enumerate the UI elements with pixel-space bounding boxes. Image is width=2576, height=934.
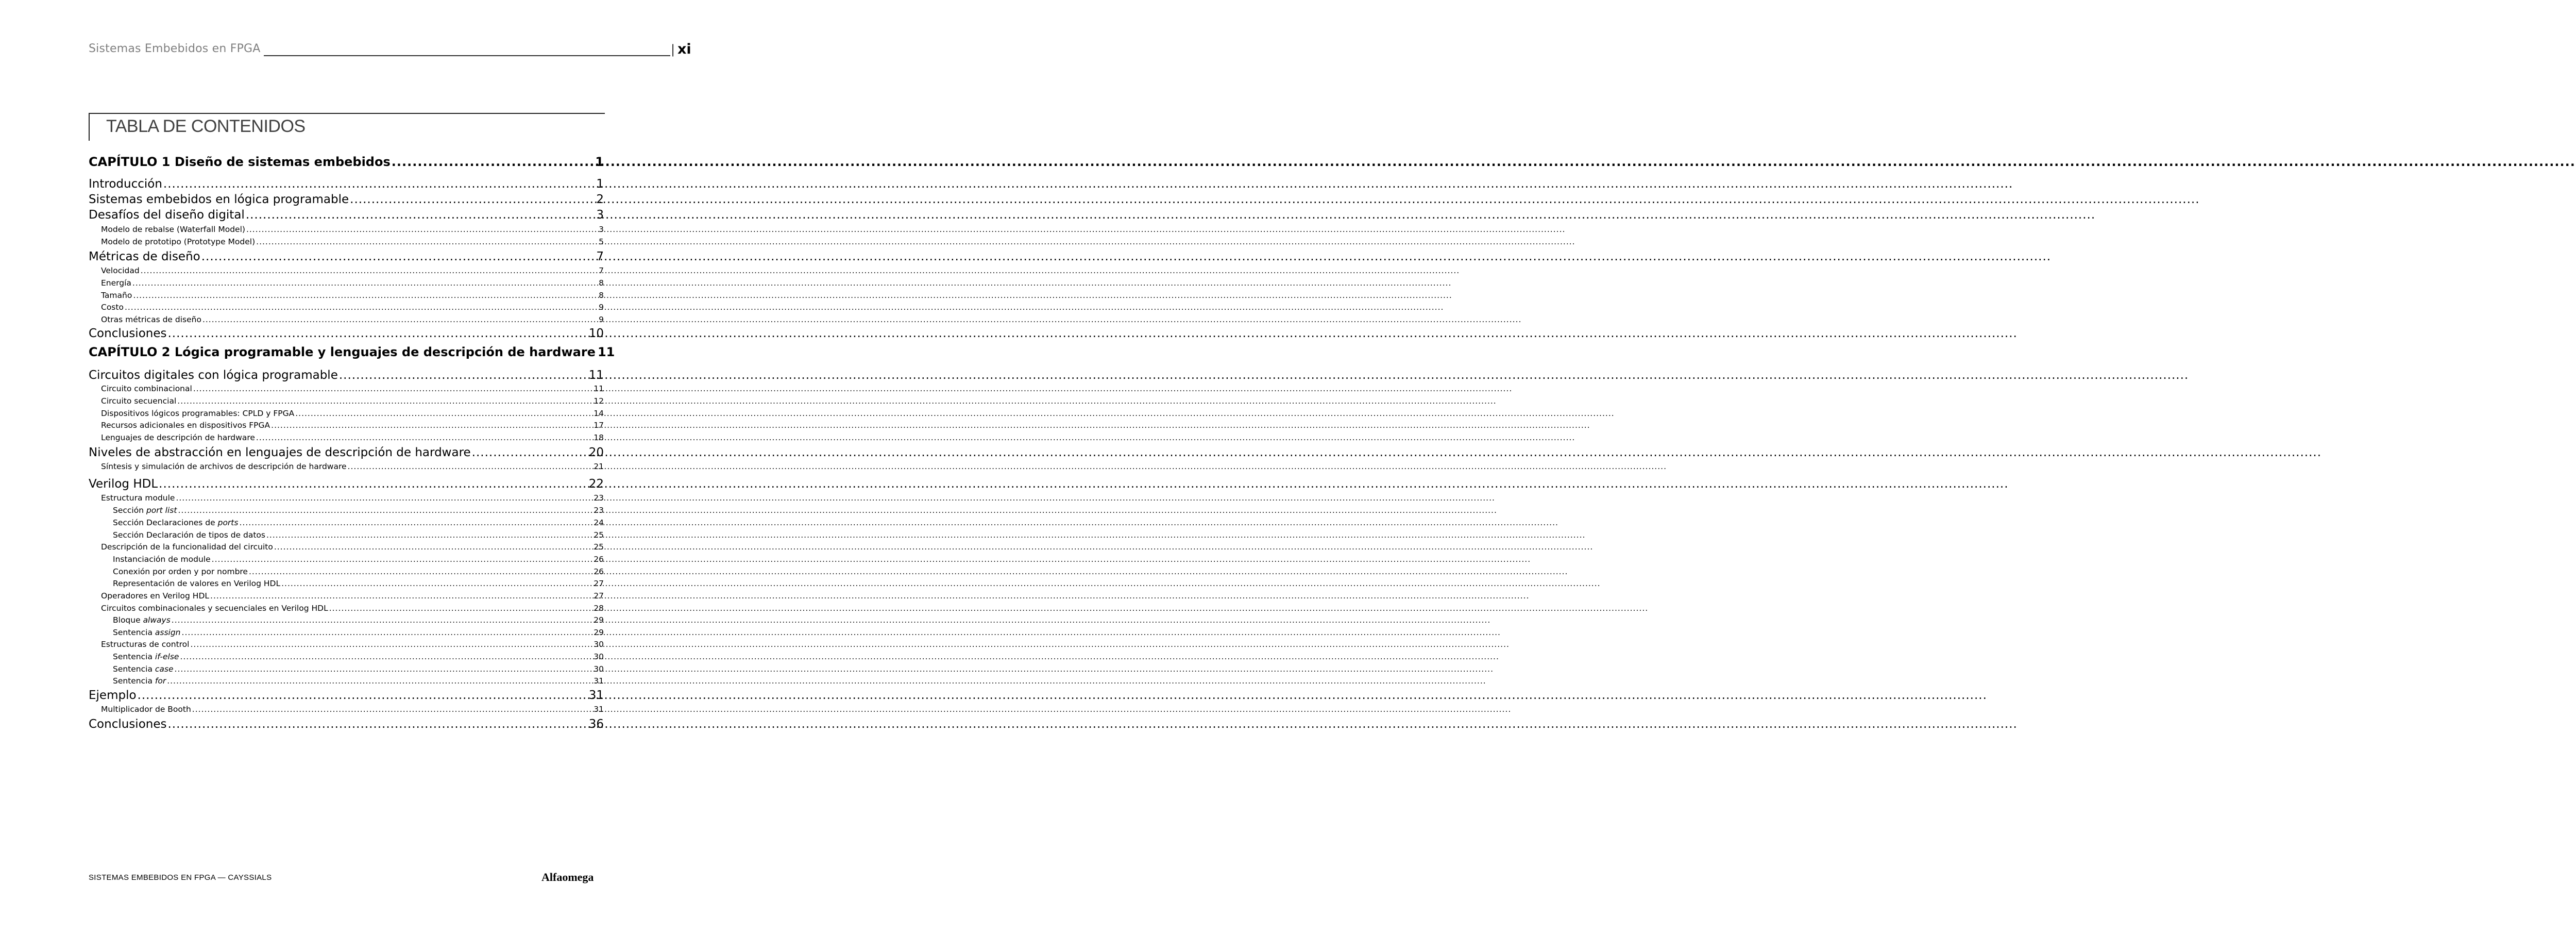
toc-entry-title: Circuitos digitales con lógica programable — [89, 369, 338, 382]
toc-entry-page: 29 — [594, 628, 604, 637]
toc-dot-leader — [193, 384, 592, 393]
toc-entry-page: 31 — [594, 676, 604, 686]
toc-entry[interactable] — [101, 640, 604, 651]
toc-entry-page: 3 — [596, 208, 604, 222]
toc-entry-title-plain: Sentencia — [113, 628, 155, 637]
toc-entry[interactable] — [89, 345, 615, 363]
toc-entry[interactable] — [101, 462, 604, 473]
toc-entry[interactable] — [113, 530, 604, 542]
toc-entry-page: 3 — [599, 225, 604, 234]
toc-entry[interactable] — [89, 689, 604, 705]
toc-entry-title: Circuitos combinacionales y secuenciales en Verilog HDL — [101, 604, 328, 613]
toc-dot-leader — [256, 433, 592, 442]
toc-entry-page: 24 — [594, 518, 604, 527]
toc-entry-page: 20 — [588, 446, 604, 459]
toc-dot-leader — [159, 477, 588, 491]
toc-entry-title — [113, 664, 174, 674]
toc-dot-leader — [281, 579, 592, 588]
toc-entry-page: 1 — [596, 177, 604, 191]
toc-heading-box — [89, 113, 605, 141]
toc-dot-leader — [202, 315, 598, 324]
toc-dot-leader — [192, 705, 592, 714]
toc-dot-leader — [472, 446, 588, 459]
footer-book-title: SISTEMAS EMBEBIDOS EN FPGA — CAYSSIALS — [89, 873, 272, 882]
toc-entry-page: 11 — [597, 345, 615, 359]
toc-entry[interactable] — [101, 604, 604, 615]
toc-entry-title: Conclusiones — [89, 327, 167, 340]
toc-dot-leader — [138, 689, 588, 702]
toc-dot-leader — [177, 396, 592, 406]
toc-entry-page: 7 — [599, 266, 604, 275]
running-header — [89, 41, 691, 59]
toc-entry-title: Representación de valores en Verilog HDL — [113, 579, 281, 588]
toc-entry[interactable] — [89, 446, 604, 462]
toc-entry[interactable] — [113, 652, 604, 663]
toc-entry-title: Modelo de prototipo (Prototype Model) — [101, 237, 256, 246]
toc-entry-title: Otras métricas de diseño — [101, 315, 201, 324]
toc-entry[interactable] — [113, 676, 604, 688]
header-page-number: xi — [677, 41, 691, 57]
toc-entry-title: Ejemplo — [89, 689, 137, 702]
toc-entry[interactable] — [101, 225, 604, 236]
toc-entry-title: Operadores en Verilog HDL — [101, 591, 210, 601]
toc-entry[interactable] — [89, 327, 604, 343]
toc-entry-title: Descripción de la funcionalidad del circuito — [101, 542, 273, 552]
toc-entry[interactable] — [113, 518, 604, 529]
toc-dot-leader — [133, 291, 598, 300]
footer-publisher: Alfaomega — [541, 871, 594, 883]
toc-entry-page: 30 — [594, 652, 604, 661]
toc-dot-leader — [167, 676, 592, 686]
toc-entry[interactable] — [101, 237, 604, 248]
toc-entry-title: Sección Declaración de tipos de datos — [113, 530, 265, 540]
toc-entry-title — [113, 676, 166, 686]
toc-entry[interactable] — [113, 555, 604, 566]
toc-dot-leader — [295, 409, 592, 418]
toc-entry-page: 2 — [596, 193, 604, 206]
toc-entry-title: Costo — [101, 303, 124, 312]
toc-entry-page: 8 — [599, 291, 604, 300]
toc-entry[interactable] — [89, 155, 604, 173]
toc-dot-leader — [163, 177, 595, 191]
toc-dot-leader — [246, 225, 598, 234]
toc-title: TABLA DE CONTENIDOS — [106, 116, 306, 136]
toc-entry-title: Introducción — [89, 177, 162, 191]
toc-entry[interactable] — [101, 315, 604, 326]
toc-entry-page: 31 — [588, 689, 604, 702]
toc-entry[interactable] — [89, 193, 604, 209]
toc-entry-page: 11 — [594, 384, 604, 393]
toc-entry-title: Dispositivos lógicos programables: CPLD y FPGA — [101, 409, 295, 418]
toc-entry-title-plain: Sección Declaraciones de — [113, 518, 218, 527]
toc-entry-title: Recursos adicionales en dispositivos FPGA — [101, 421, 270, 430]
toc-entry[interactable] — [101, 291, 604, 302]
toc-dot-leader — [141, 266, 598, 275]
toc-entry-page: 1 — [595, 155, 604, 169]
toc-entry-page: 17 — [594, 421, 604, 430]
toc-entry-title: Métricas de diseño — [89, 250, 200, 263]
toc-entry-title: Desafíos del diseño digital — [89, 208, 245, 222]
toc-entry[interactable] — [113, 567, 604, 578]
toc-entry-page: 26 — [594, 567, 604, 576]
toc-entry-page: 8 — [599, 278, 604, 288]
toc-entry-title-italic: for — [155, 676, 166, 686]
toc-dot-leader — [246, 208, 596, 222]
header-title: Sistemas Embebidos en FPGA — [89, 42, 261, 55]
toc-entry-title — [113, 628, 181, 637]
toc-entry-page: 23 — [594, 493, 604, 503]
toc-entry[interactable] — [101, 396, 604, 408]
toc-entry[interactable] — [89, 250, 604, 266]
toc-entry-title: Estructuras de control — [101, 640, 190, 649]
toc-entry-page: 23 — [594, 506, 604, 515]
toc-entry[interactable] — [113, 615, 604, 627]
toc-entry[interactable] — [101, 303, 604, 314]
toc-dot-leader — [175, 664, 593, 674]
toc-entry-title: Conclusiones — [89, 718, 167, 731]
toc-dot-leader — [125, 303, 598, 312]
toc-dot-leader — [266, 530, 592, 540]
toc-entry-title: Modelo de rebalse (Waterfall Model) — [101, 225, 245, 234]
toc-dot-leader — [274, 542, 592, 552]
toc-entry-title-plain: Sección — [113, 506, 146, 515]
toc-entry[interactable] — [101, 266, 604, 277]
toc-entry[interactable] — [101, 542, 604, 554]
toc-entry-page: 27 — [594, 579, 604, 588]
toc-entry[interactable] — [113, 506, 604, 517]
toc-entry-page: 26 — [594, 555, 604, 564]
toc-dot-leader — [182, 628, 593, 637]
toc-dot-leader — [172, 615, 592, 625]
toc-entry-page: 7 — [596, 250, 604, 263]
toc-entry-page: 21 — [594, 462, 604, 471]
toc-entry-page: 9 — [599, 303, 604, 312]
toc-entry-title: Circuito secuencial — [101, 396, 177, 406]
toc-entry[interactable] — [89, 208, 604, 225]
toc-entry-page: 30 — [594, 664, 604, 674]
toc-entry[interactable] — [113, 579, 604, 590]
toc-entry-page: 31 — [594, 705, 604, 714]
toc-entry-title-italic: if-else — [155, 652, 179, 661]
toc-entry-page: 25 — [594, 530, 604, 540]
toc-dot-leader — [271, 421, 592, 430]
toc-dot-leader — [350, 193, 595, 206]
toc-dot-leader — [190, 640, 592, 649]
toc-entry-title-plain: Sentencia — [113, 652, 155, 661]
toc-entry[interactable] — [89, 369, 604, 385]
toc-entry-title: Verilog HDL — [89, 477, 158, 491]
toc-entry-page: 28 — [594, 604, 604, 613]
toc-dot-leader — [212, 555, 593, 564]
toc-entry-title: Instanciación de module — [113, 555, 211, 564]
toc-entry-title-plain: Sentencia — [113, 676, 155, 686]
toc-entry[interactable] — [101, 591, 604, 603]
toc-entry[interactable] — [113, 664, 604, 676]
toc-entry-page: 5 — [599, 237, 604, 246]
toc-entry-title: Estructura module — [101, 493, 175, 503]
toc-entry-title-italic: always — [143, 615, 171, 625]
toc-entry-page: 14 — [594, 409, 604, 418]
toc-entry[interactable] — [101, 421, 604, 432]
toc-entry-title: Multiplicador de Booth — [101, 705, 191, 714]
toc-entry-title-italic: port list — [146, 506, 177, 515]
toc-entry[interactable] — [89, 718, 604, 734]
toc-entry-title: Sistemas embebidos en lógica programable — [89, 193, 349, 206]
toc-dot-leader — [210, 591, 592, 601]
toc-entry[interactable] — [101, 705, 604, 716]
toc-entry[interactable] — [101, 278, 604, 290]
toc-entry-title: Circuito combinacional — [101, 384, 192, 393]
toc-dot-leader — [176, 493, 592, 503]
toc-entry-title: Conexión por orden y por nombre — [113, 567, 248, 576]
toc-entry-page: 11 — [588, 369, 604, 382]
toc-entry-page: 9 — [599, 315, 604, 324]
toc-entry-title — [113, 652, 179, 661]
toc-entry-page: 25 — [594, 542, 604, 552]
toc-entry-page: 30 — [594, 640, 604, 649]
toc-dot-leader — [167, 327, 587, 340]
toc-entry-title — [113, 506, 177, 515]
toc-dot-leader — [348, 462, 593, 471]
toc-entry-page: 36 — [588, 718, 604, 731]
toc-dot-leader — [339, 369, 588, 382]
toc-entry-page: 27 — [594, 591, 604, 601]
toc-entry[interactable] — [101, 493, 604, 505]
toc-entry-title-italic: case — [155, 664, 174, 674]
toc-entry-title — [113, 518, 238, 527]
toc-entry-title: Síntesis y simulación de archivos de descripción de hardware — [101, 462, 347, 471]
toc-dot-leader — [132, 278, 598, 288]
toc-entry-title: Energía — [101, 278, 131, 288]
toc-entry-title — [113, 615, 171, 625]
toc-entry-title: CAPÍTULO 1 Diseño de sistemas embebidos — [89, 155, 391, 169]
toc-dot-leader — [249, 567, 592, 576]
toc-entry[interactable] — [89, 177, 604, 194]
toc-entry-page: 29 — [594, 615, 604, 625]
toc-dot-leader — [239, 518, 592, 527]
toc-entry-title: Velocidad — [101, 266, 140, 275]
toc-entry-title: Lenguajes de descripción de hardware — [101, 433, 255, 442]
toc-entry-title-plain: Sentencia — [113, 664, 155, 674]
toc-entry-page: 22 — [588, 477, 604, 491]
toc-entry[interactable] — [101, 409, 604, 420]
toc-entry-title-italic: ports — [217, 518, 239, 527]
toc-dot-leader — [329, 604, 593, 613]
header-rule — [264, 55, 670, 56]
toc-entry-title-plain: Bloque — [113, 615, 143, 625]
toc-dot-leader — [178, 506, 592, 515]
toc-entry-page: 10 — [588, 327, 604, 340]
toc-entry[interactable] — [113, 628, 604, 639]
toc-entry-title: CAPÍTULO 2 Lógica programable y lenguajes de descripción de hardware — [89, 345, 596, 359]
toc-entry-title: Tamaño — [101, 291, 132, 300]
toc-dot-leader — [167, 718, 587, 731]
toc-entry-page: 12 — [594, 396, 604, 406]
toc-dot-leader — [256, 237, 598, 246]
toc-dot-leader — [180, 652, 592, 661]
header-separator: | — [671, 42, 675, 57]
toc-entry[interactable] — [101, 384, 604, 395]
toc-entry[interactable] — [101, 433, 604, 444]
toc-entry[interactable] — [89, 477, 604, 494]
toc-entry-title-italic: assign — [155, 628, 181, 637]
toc-entry-title: Niveles de abstracción en lenguajes de descripción de hardware — [89, 446, 471, 459]
toc-dot-leader — [392, 155, 595, 169]
toc-dot-leader — [201, 250, 596, 263]
toc-entry-page: 18 — [594, 433, 604, 442]
